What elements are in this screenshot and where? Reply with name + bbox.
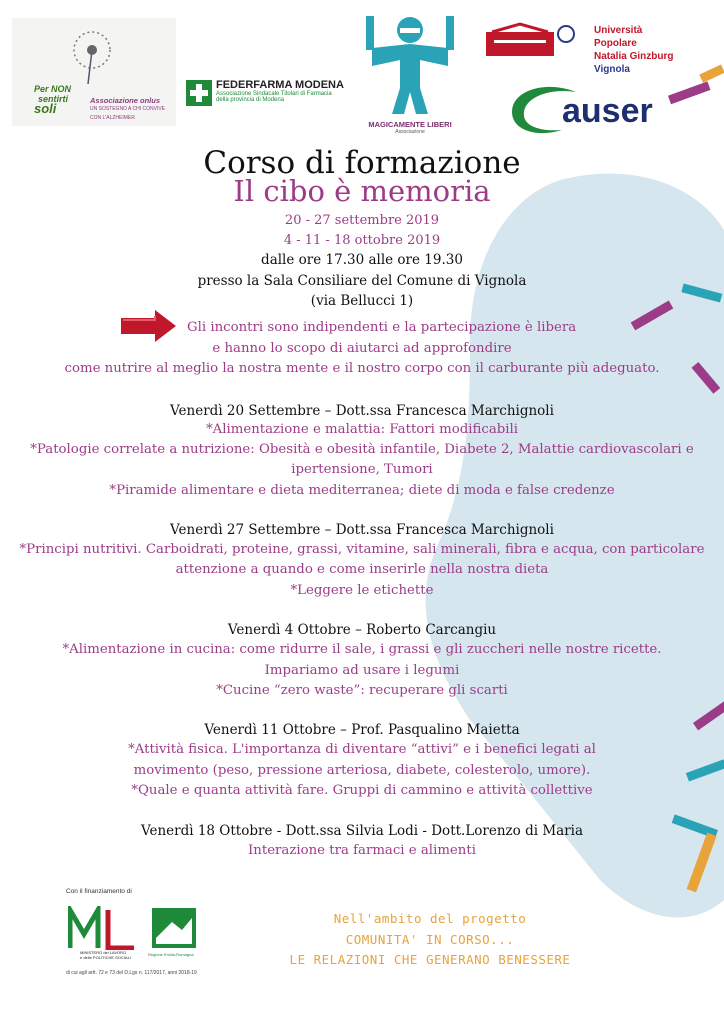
date-september: 20 - 27 settembre 2019	[284, 213, 440, 228]
session-topic: *Principi nutritivi. Carboidrati, proteine, grassi, vitamine, sali minerali, fibra e acqua, con particolare	[19, 542, 705, 557]
ministry-name: e delle POLITICHE SOCIALI	[80, 955, 131, 960]
intro-line: come nutrire al meglio la nostra mente e il nostro corpo con il carburante più adeguato.	[64, 361, 660, 376]
brand-line: Per NON	[34, 84, 72, 94]
session-topic: *Quale e quanta attività fare. Gruppi di cammino e attività collettive	[131, 783, 593, 798]
session-topic: *Leggere le etichette	[290, 583, 434, 598]
federfarma-name: FEDERFARMA MODENA	[216, 79, 344, 91]
dandelion-icon	[62, 26, 122, 84]
logo-federfarma-modena	[186, 79, 356, 107]
pharmacy-cross-icon	[186, 80, 212, 106]
address-line: (via Bellucci 1)	[310, 293, 414, 309]
project-tagline: LE RELAZIONI CHE GENERANO BENESSERE	[289, 952, 571, 967]
association-tagline: CON L'ALZHEIMER	[90, 115, 135, 121]
project-name: COMUNITA' IN CORSO...	[345, 932, 515, 947]
location-line: presso la Sala Consiliare del Comune di Vignola	[197, 273, 527, 289]
brand-line: soli	[34, 101, 57, 116]
magicamente-name: MAGICAMENTE LIBERI	[368, 120, 452, 129]
logo-auser	[506, 80, 666, 140]
hours-line: dalle ore 17.30 alle ore 19.30	[261, 252, 463, 268]
book-icon	[486, 22, 554, 62]
session-topic: movimento (peso, pressione arteriosa, diabete, colesterolo, umore).	[133, 763, 591, 778]
session-topic: ipertensione, Tumori	[291, 462, 433, 477]
intro-line: Gli incontri sono indipendenti e la partecipazione è libera	[187, 320, 577, 335]
project-line: Nell'ambito del progetto	[333, 911, 527, 926]
universita-name: Università Popolare	[594, 25, 643, 49]
session-heading: Venerdì 20 Settembre – Dott.ssa Francesca Marchignoli	[170, 403, 554, 419]
region-logo-icon	[152, 908, 196, 948]
logo-per-non-sentirti-soli	[12, 18, 176, 126]
session-heading: Venerdì 18 Ottobre - Dott.ssa Silvia Lodi - Dott.Lorenzo di Maria	[140, 823, 584, 839]
association-tagline: UN SOSTEGNO A CHI CONVIVE	[90, 106, 166, 112]
universita-name: Natalia Ginzburg	[594, 51, 674, 62]
ministry-name: MINISTERO del LAVORO	[80, 950, 127, 955]
universita-city: Vignola	[594, 64, 630, 75]
logo-magicamente-liberi	[358, 10, 462, 135]
logo-universita-popolare	[486, 20, 674, 75]
child-figure-icon	[360, 10, 460, 114]
session-heading: Venerdì 11 Ottobre – Prof. Pasqualino Maietta	[204, 722, 520, 738]
confetti-stroke	[668, 81, 711, 104]
session-heading: Venerdì 27 Settembre – Dott.ssa Francesca Marchignoli	[170, 522, 554, 538]
funding-block	[62, 888, 222, 980]
session-topic: *Cucine “zero waste”: recuperare gli scarti	[216, 683, 508, 698]
magicamente-subtitle: Associazione	[395, 129, 425, 135]
right-arrow-icon	[121, 310, 176, 342]
session-topic: Interazione tra farmaci e alimenti	[248, 843, 476, 858]
session-topic: *Attività fisica. L'importanza di diventare “attivi” e i benefici legati al	[128, 742, 596, 757]
course-title: Corso di formazione	[203, 145, 521, 181]
confetti-stroke	[699, 64, 724, 82]
session-topic: *Alimentazione in cucina: come ridurre il sale, i grassi e gli zuccheri nelle nostre ricette.	[62, 642, 662, 657]
federfarma-subtitle: Associazione Sindacale Titolari di Farmacia	[216, 91, 332, 97]
session-topic: Impariamo ad usare i legumi	[264, 663, 460, 678]
funding-label: Con il finanziamento di	[66, 888, 132, 895]
quality-badge-icon	[556, 24, 576, 44]
region-name: Regione Emilia-Romagna	[148, 952, 194, 957]
intro-line: e hanno lo scopo di aiutarci ad approfondire	[212, 341, 512, 356]
session-topic: attenzione a quando e come inserirle nella nostra dieta	[175, 562, 549, 577]
brand-line: sentirti	[38, 94, 69, 104]
session-topic: *Piramide alimentare e dieta mediterranea; diete di moda e false credenze	[109, 483, 615, 498]
session-heading: Venerdì 4 Ottobre – Roberto Carcangiu	[227, 622, 497, 638]
association-name: Associazione onlus	[90, 96, 161, 105]
session-topic: *Alimentazione e malattia: Fattori modificabili	[205, 422, 519, 437]
funding-note: di cui agli artt. 72 e 73 del D.Lgs n. 117/2017, anni 2018-19	[66, 970, 197, 976]
auser-name: auser	[562, 92, 653, 130]
course-subtitle: Il cibo è memoria	[233, 174, 491, 208]
federfarma-subtitle: della provincia di Modena	[216, 97, 285, 103]
ministry-logo-icon	[68, 906, 136, 950]
date-october: 4 - 11 - 18 ottobre 2019	[283, 233, 441, 248]
session-topic: *Patologie correlate a nutrizione: Obesità e obesità infantile, Diabete 2, Malattie cardiovascolari e	[30, 442, 694, 457]
